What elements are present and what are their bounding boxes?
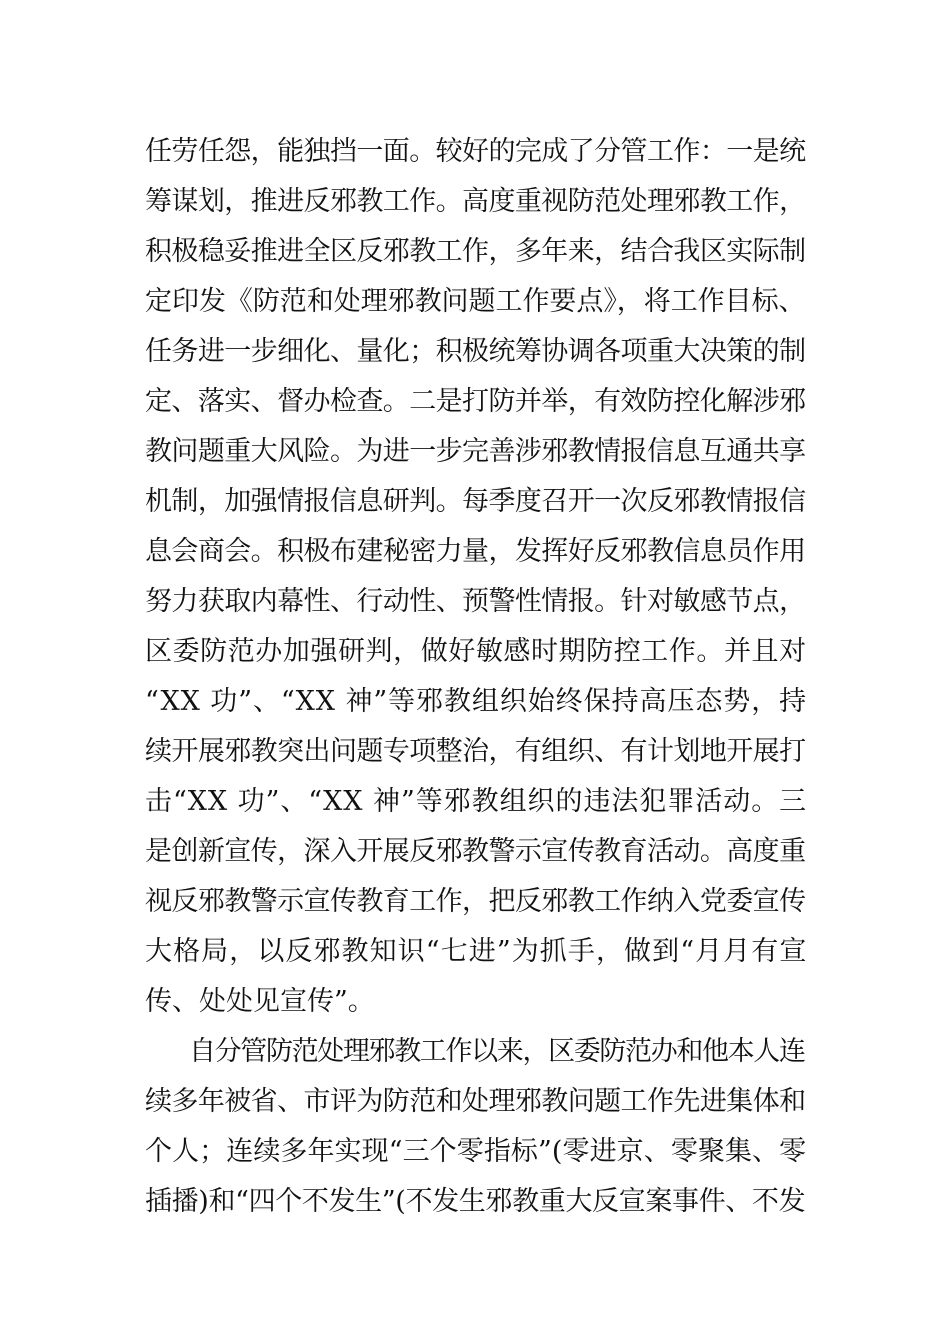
- body-text-line: 插播)和“四个不发生”(不发生邪教重大反宣案事件、不发: [145, 1186, 806, 1217]
- body-text-line: 任劳任怨，能独挡一面。较好的完成了分管工作：一是统: [145, 136, 806, 167]
- body-text-line: 视反邪教警示宣传教育工作，把反邪教工作纳入党委宣传: [145, 886, 806, 917]
- body-text-line: 续开展邪教突出问题专项整治，有组织、有计划地开展打: [145, 736, 806, 767]
- body-text-line: 击“XX 功”、“XX 神”等邪教组织的违法犯罪活动。三: [145, 786, 808, 817]
- body-text-line: “XX 功”、“XX 神”等邪教组织始终保持高压态势，持: [145, 686, 808, 717]
- body-text-line: 教问题重大风险。为进一步完善涉邪教情报信息互通共享: [145, 436, 806, 467]
- body-text-line: 息会商会。积极布建秘密力量，发挥好反邪教信息员作用: [145, 536, 806, 567]
- body-text-line: 区委防范办加强研判，做好敏感时期防控工作。并且对: [145, 636, 807, 667]
- body-text-line: 任务进一步细化、量化；积极统筹协调各项重大决策的制: [145, 336, 806, 367]
- body-text-line: 是创新宣传，深入开展反邪教警示宣传教育活动。高度重: [145, 836, 806, 867]
- body-text-line: 定、落实、督办检查。二是打防并举，有效防控化解涉邪: [145, 386, 806, 417]
- body-text-line: 积极稳妥推进全区反邪教工作，多年来，结合我区实际制: [145, 236, 806, 267]
- body-text-line: 自分管防范处理邪教工作以来，区委防范办和他本人连: [189, 1036, 805, 1067]
- body-text-line: 定印发《防范和处理邪教问题工作要点》，将工作目标、: [145, 286, 806, 317]
- body-text-line: 筹谋划，推进反邪教工作。高度重视防范处理邪教工作，: [145, 186, 806, 217]
- body-text-line: 个人；连续多年实现“三个零指标”(零进京、零聚集、零: [145, 1136, 807, 1167]
- body-text-line: 大格局，以反邪教知识“七进”为抓手，做到“月月有宣: [145, 936, 808, 967]
- body-text-line: 续多年被省、市评为防范和处理邪教问题工作先进集体和: [145, 1086, 806, 1117]
- body-text-line: 传、处处见宣传”。: [145, 986, 375, 1017]
- body-text-line: 努力获取内幕性、行动性、预警性情报。针对敏感节点，: [145, 586, 806, 617]
- body-text-line: 机制，加强情报信息研判。每季度召开一次反邪教情报信: [145, 486, 806, 517]
